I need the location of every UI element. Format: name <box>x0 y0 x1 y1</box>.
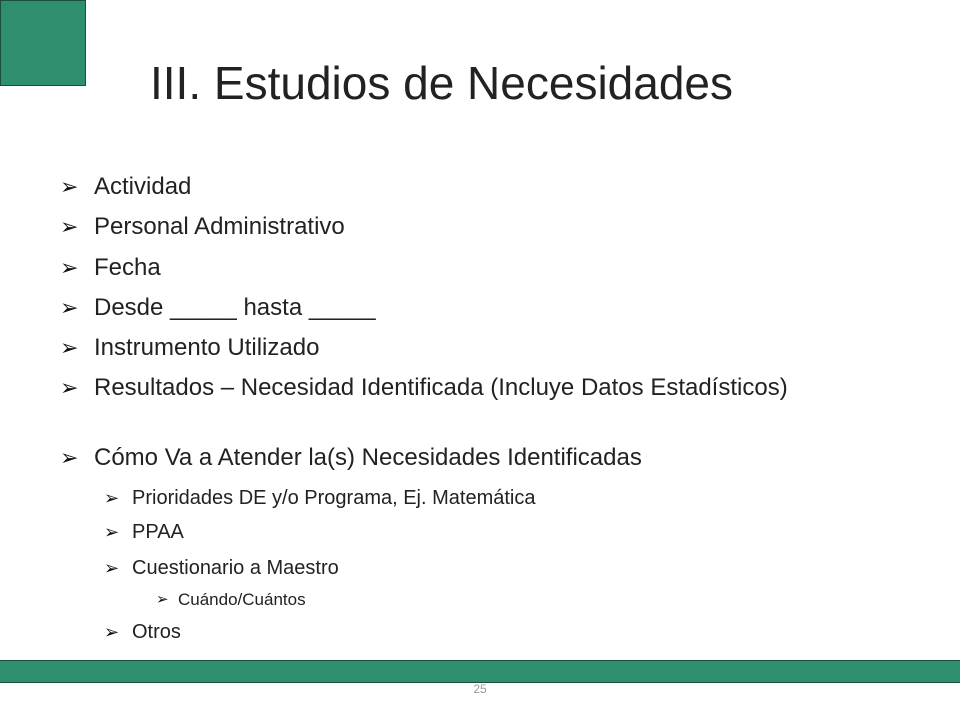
subsubbullet-cuando-cuantos <box>156 590 306 610</box>
bullet-text: Instrumento Utilizado <box>94 334 320 361</box>
arrow-bullet-icon: ➢ <box>60 445 79 470</box>
page-number: 25 <box>473 682 487 696</box>
arrow-bullet-icon: ➢ <box>60 214 79 239</box>
bullet-text: Fecha <box>94 254 161 281</box>
subbullet-ppaa <box>104 520 184 544</box>
bullet-text: Resultados – Necesidad Identificada (Incluye Datos Estadísticos) <box>94 374 788 401</box>
arrow-bullet-icon: ➢ <box>60 295 79 320</box>
arrow-bullet-icon: ➢ <box>60 375 79 400</box>
bullet-text: Cuestionario a Maestro <box>132 557 339 579</box>
slide-title: III. Estudios de Necesidades <box>150 57 733 109</box>
subbullet-cuestionario <box>104 556 339 580</box>
bullet-text: Cuándo/Cuántos <box>178 590 306 609</box>
bullet-personal-administrativo <box>60 213 814 241</box>
bullet-text: Prioridades DE y/o Programa, Ej. Matemática <box>132 487 536 509</box>
bullet-resultados <box>60 374 814 402</box>
bullet-como-atender <box>60 444 814 472</box>
arrow-bullet-icon: ➢ <box>104 522 120 542</box>
arrow-bullet-icon: ➢ <box>104 558 120 578</box>
arrow-bullet-icon: ➢ <box>104 488 120 508</box>
bullet-fecha <box>60 254 814 282</box>
arrow-bullet-icon: ➢ <box>104 622 120 642</box>
arrow-bullet-icon: ➢ <box>60 174 79 199</box>
bullet-instrumento <box>60 334 814 362</box>
footer-accent-bar <box>0 660 960 683</box>
bullet-text: Personal Administrativo <box>94 213 345 240</box>
bullet-actividad <box>60 173 814 201</box>
bullet-text: Actividad <box>94 173 192 200</box>
subbullet-prioridades <box>104 486 536 510</box>
arrow-bullet-icon: ➢ <box>156 591 169 608</box>
bullet-desde-hasta <box>60 294 814 322</box>
subbullet-otros <box>104 620 181 644</box>
bullet-text: PPAA <box>132 521 184 543</box>
bullet-text: Cómo Va a Atender la(s) Necesidades Identificadas <box>94 444 642 471</box>
bullet-text: Otros <box>132 621 181 643</box>
arrow-bullet-icon: ➢ <box>60 255 79 280</box>
corner-accent-square <box>0 0 86 86</box>
bullet-text: Desde _____ hasta _____ <box>94 294 376 321</box>
arrow-bullet-icon: ➢ <box>60 335 79 360</box>
